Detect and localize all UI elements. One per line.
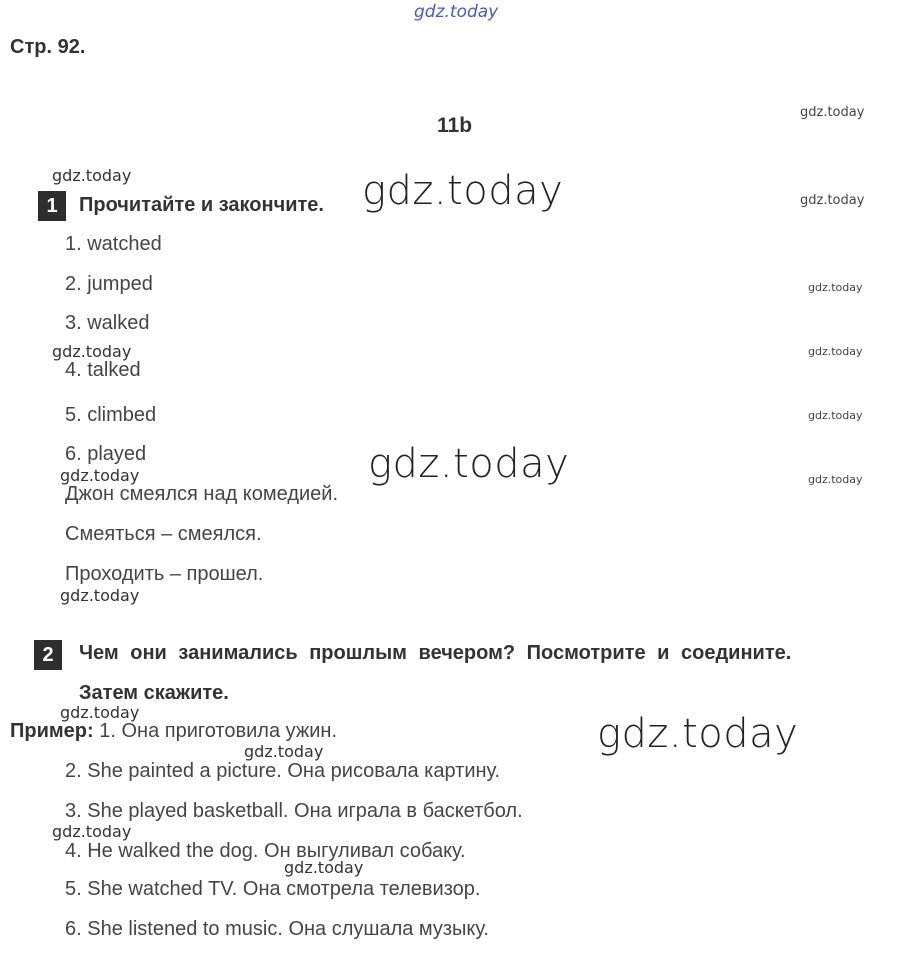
watermark-small: gdz.today	[60, 466, 140, 485]
task-1-note: Проходить – прошел.	[65, 563, 264, 585]
watermark-small: gdz.today	[800, 105, 865, 120]
task-1-answer: 4. talked	[65, 359, 141, 381]
task-2-title-continued: Затем скажите.	[79, 682, 229, 704]
watermark-large: gdz.today	[368, 441, 570, 487]
task-1-answer: 1. watched	[65, 233, 162, 255]
task-2-answer: 4. He walked the dog. Он выгуливал собаку.	[65, 840, 466, 862]
task-2-answer: 6. She listened to music. Она слушала музыку.	[65, 918, 489, 940]
task-2-answer: 5. She watched TV. Она смотрела телевизор.	[65, 878, 481, 900]
task-2-answer: 2. She painted a picture. Она рисовала картину.	[65, 760, 501, 782]
task-1-answer: 6. played	[65, 443, 147, 465]
watermark-small: gdz.today	[284, 858, 364, 877]
example-label: Пример:	[10, 720, 94, 742]
example-text: 1. Она приготовила ужин.	[93, 720, 338, 742]
task-1-note: Джон смеялся над комедией.	[65, 483, 339, 505]
watermark-top: gdz.today	[414, 2, 499, 22]
watermark-small: gdz.today	[60, 703, 140, 722]
watermark-small: gdz.today	[52, 166, 132, 185]
watermark-large: gdz.today	[362, 168, 564, 214]
unit-heading: 11b	[437, 114, 473, 137]
task-1-answer: 2. jumped	[65, 273, 153, 295]
task-1-answer: 3. walked	[65, 312, 150, 334]
task-2-example	[10, 720, 337, 743]
task-1-number: 1	[38, 191, 66, 221]
watermark-small: gdz.today	[52, 822, 132, 841]
watermark-small: gdz.today	[808, 281, 863, 294]
page-reference: Стр. 92.	[10, 36, 86, 58]
watermark-small: gdz.today	[808, 345, 863, 358]
watermark-small: gdz.today	[808, 473, 863, 486]
task-1-answer: 5. climbed	[65, 404, 157, 426]
watermark-small: gdz.today	[244, 742, 324, 761]
task-1-title: Прочитайте и закончите.	[79, 194, 324, 216]
watermark-small: gdz.today	[52, 342, 132, 361]
watermark-small: gdz.today	[800, 193, 865, 208]
task-1-note: Смеяться – смеялся.	[65, 523, 262, 545]
watermark-small: gdz.today	[60, 586, 140, 605]
watermark-small: gdz.today	[808, 409, 863, 422]
task-2-title: Чем они занимались прошлым вечером? Посмотрите и соедините.	[79, 642, 792, 664]
task-2-number: 2	[34, 640, 62, 670]
watermark-large: gdz.today	[597, 711, 799, 757]
task-2-answer: 3. She played basketball. Она играла в баскетбол.	[65, 800, 523, 822]
